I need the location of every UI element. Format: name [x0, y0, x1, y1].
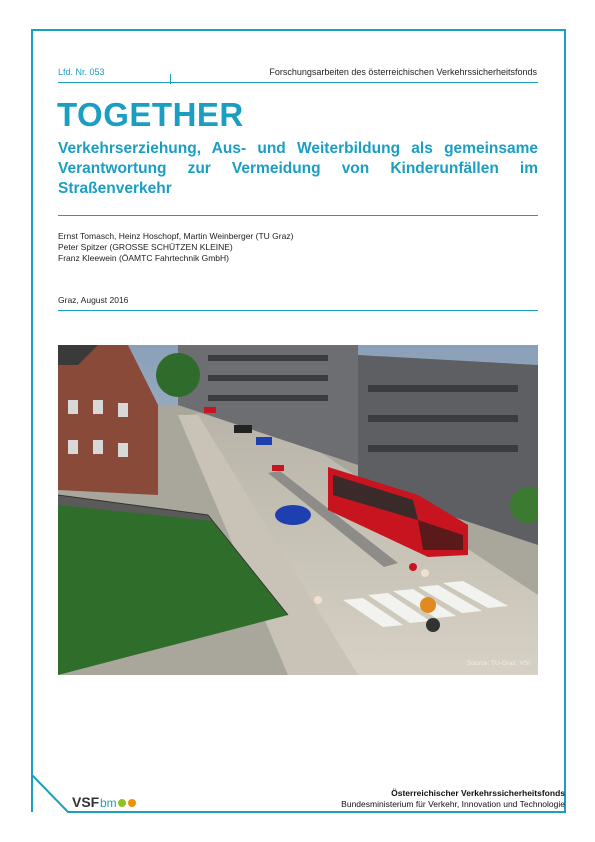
svg-text:bm: bm: [100, 796, 117, 810]
series-number: Lfd. Nr. 053: [58, 67, 105, 77]
series-title: Forschungsarbeiten des österreichischen Verkehrssicherheitsfonds: [269, 67, 537, 77]
author-line: Franz Kleewein (ÖAMTC Fahrtechnik GmbH): [58, 253, 229, 263]
publisher-footer: [341, 788, 565, 810]
vsf-bmvit-logo: [70, 785, 140, 815]
report-title: TOGETHER: [57, 96, 244, 133]
street-scene-illustration: [58, 345, 538, 675]
image-source: Source: TU-Graz, VSI: [466, 660, 530, 667]
author-line: Peter Spitzer (GROSSE SCHÜTZEN KLEINE): [58, 242, 233, 252]
title-rule: [58, 215, 538, 216]
author-line: Ernst Tomasch, Heinz Hoschopf, Martin Weinberger (TU Graz): [58, 231, 294, 241]
date-rule: [58, 310, 538, 311]
header-rule: [58, 82, 538, 83]
author-list: [58, 231, 293, 264]
ministry-name: Bundesministerium für Verkehr, Innovation und Technologie: [341, 799, 565, 809]
report-subtitle: Verkehrserziehung, Aus- und Weiterbildung als gemeinsame Verantwortung zur Vermeidung von Kinderunfällen im Straßenverkehr: [58, 140, 538, 197]
cover-image: [58, 345, 538, 675]
svg-text:VSF: VSF: [72, 794, 100, 810]
publication-date: Graz, August 2016: [58, 295, 129, 305]
publisher-name: Österreichischer Verkehrssicherheitsfonds: [391, 788, 565, 798]
vsf-logo-icon: [70, 785, 140, 815]
